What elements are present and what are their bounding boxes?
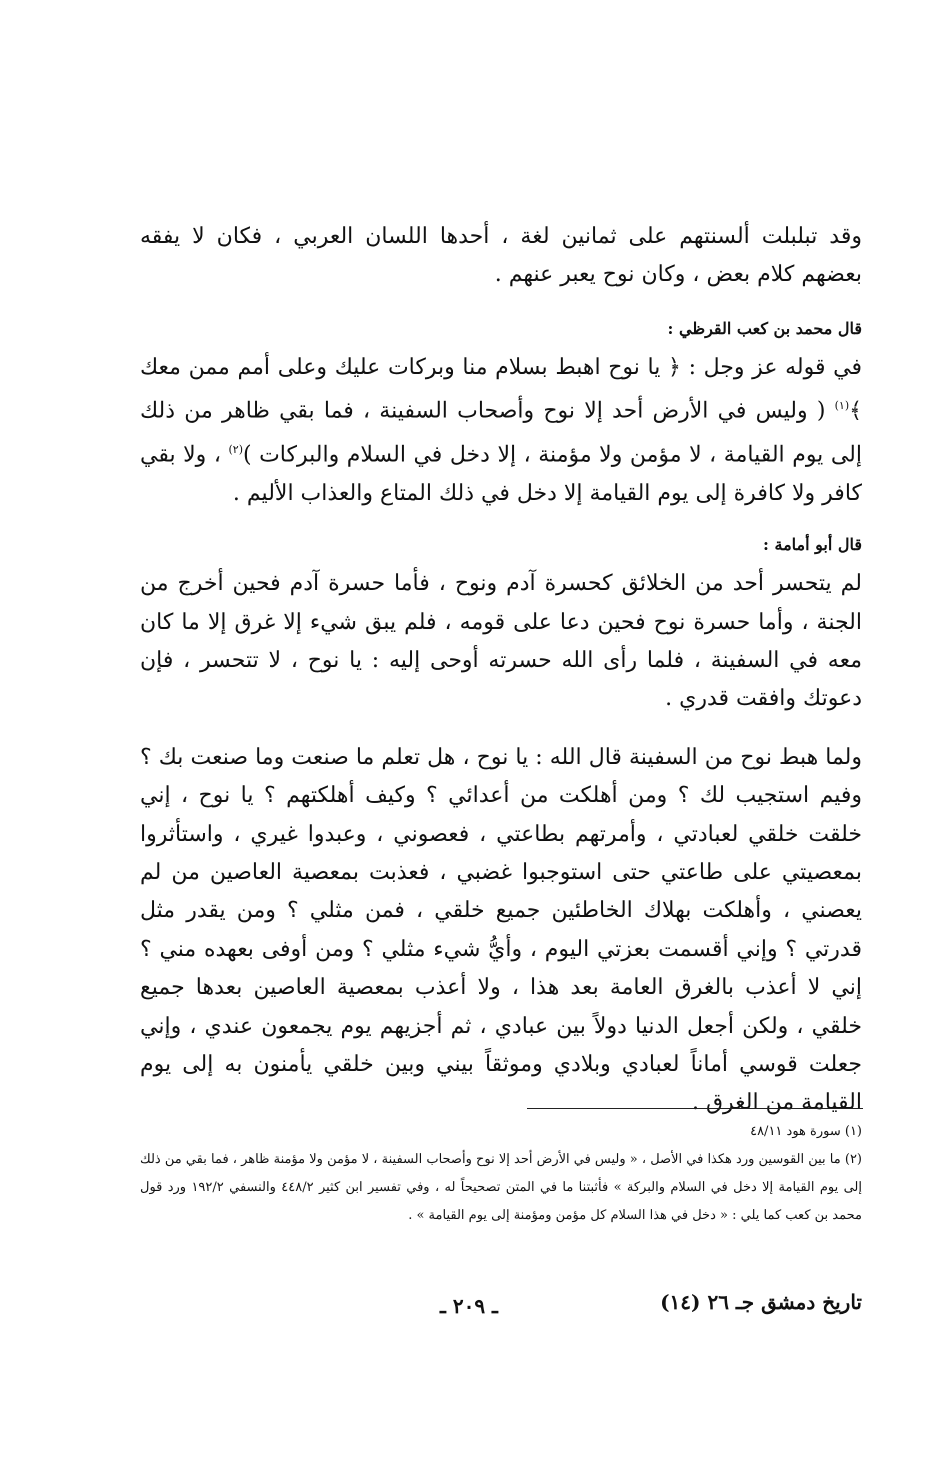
verse-commentary: ( وليس في الأرض أحد إلا نوح وأصحاب السفينة ، فما بقي ظاهر من ذلك إلى يوم القيامة ، لا مؤمن ولا مؤمنة ، إلا دخل في السلام والبركات )	[140, 398, 862, 468]
verse-commentary-end: ، ولا بقي كافر ولا كافرة إلى يوم القيامة إلا دخل في ذلك المتاع والعذاب الأليم .	[140, 442, 862, 506]
paragraph-quran-verse	[140, 349, 862, 513]
paragraph-after-ark: ولما هبط نوح من السفينة قال الله : يا نوح ، هل تعلم ما صنعت وما صنعت بك ؟ وفيم استجيب لك ؟ ومن أهلكت من أعدائي ؟ وكيف أهلكتهم ؟ يا نوح ، إني خلقت خلقي لعبادتي ، وأمرتهم بطاعتي ، فعصوني ، وعبدوا غيري ، واستأثروا بمعصيتي على طاعتي حتى استوجبوا غضبي ، فعذبت بمعصية العاصين من لم يعصني ، وأهلكت بهلاك الخاطئين جميع خلقي ، فمن مثلي ؟ ومن يقدر مثل قدرتي ؟ وإني أقسمت بعزتي اليوم ، وأيُّ شيء مثلي ؟ ومن أوفى بعهده مني ؟ إني لا أعذب بالغرق العامة بعد هذا ، ولا أعذب بمعصية العاصين بعدها جميع خلقي ، ولكن أجعل الدنيا دولاً بين عبادي ، ثم أجزيهم يوم يجمعون عندي ، وإني جعلت قوسي أماناً لعبادي وبلادي وموثقاً بيني وبين خلقي يأمنون به إلى يوم القيامة من الغرق .	[140, 744, 863, 1116]
footnote-divider	[527, 1108, 863, 1109]
page-number: ـ ٢٠٩ ـ	[440, 1294, 498, 1318]
footnote-ref-1: (١)	[834, 399, 850, 413]
footnote-1: (١) سورة هود ٤٨/١١	[750, 1124, 862, 1139]
running-title: تاريخ دمشق جـ ٢٦ (١٤)	[660, 1290, 862, 1314]
page-footer	[140, 1290, 862, 1330]
footnote-2: (٢) ما بين القوسين ورد هكذا في الأصل ، « وليس في الأرض أحد إلا نوح وأصحاب السفينة ، لا مؤمن ولا مؤمنة ظاهر ، فما بقي من ذلك إلى يوم القيامة إلا دخل في السلام والبركة » فأثبتنا ما في المتن تصحيحاً له ، وفي تفسير ابن كثير ٤٤٨/٢ والنسفي ١٩٢/٢ ورد قول محمد بن كعب كما يلي : « دخل في هذا السلام كل مؤمن ومؤمنة إلى يوم القيامة » .	[139, 1152, 862, 1223]
verse-text: في قوله عز وجل : ﴿ يا نوح اهبط بسلام منا وبركات عليك وعلى أمم ممن معك ﴾	[140, 354, 862, 424]
heading-muhammad-ibn-kab: قال محمد بن كعب القرظي :	[667, 318, 862, 338]
paragraph-languages: وقد تبلبلت ألسنتهم على ثمانين لغة ، أحدها اللسان العربي ، فكان لا يفقه بعضهم كلام بعض ، وكان نوح يعبر عنهم .	[140, 224, 862, 288]
footnotes	[140, 1118, 862, 1230]
paragraph-regret: لم يتحسر أحد من الخلائق كحسرة آدم ونوح ، فأما حسرة آدم فحين أخرج من الجنة ، وأما حسرة نوح فحين دعا على قومه ، فلم يبق شيء إلا غرق إلا ما كان معه في السفينة ، فلما رأى الله حسرته أوحى إليه : يا نوح ، لا تتحسر ، فإن دعوتك وافقت قدري .	[140, 571, 862, 712]
footnote-ref-2: (٢)	[228, 442, 243, 456]
heading-abu-umama: قال أبو أمامة :	[763, 535, 862, 555]
main-text	[140, 218, 862, 1123]
